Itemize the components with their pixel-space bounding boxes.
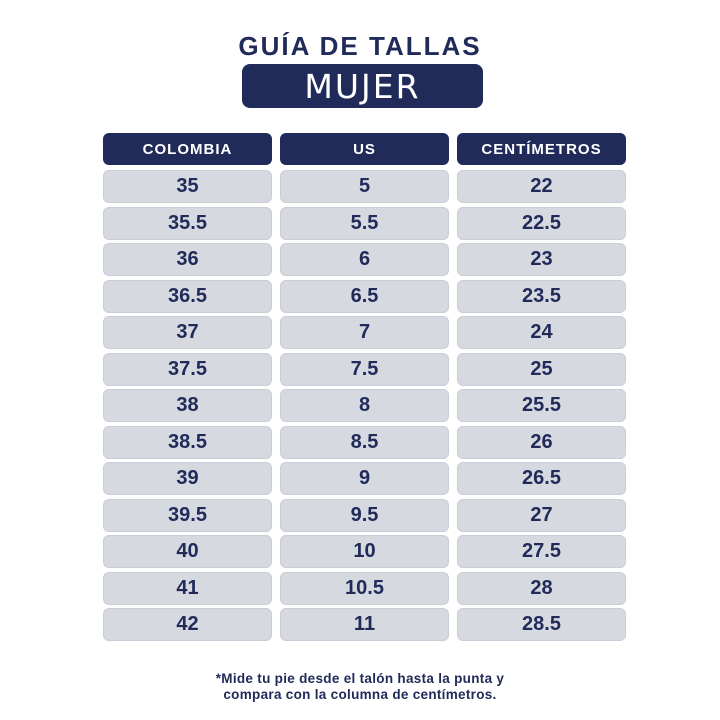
table-cell: 6.5 <box>280 280 449 313</box>
table-cell: 8.5 <box>280 426 449 459</box>
table-cell: 38 <box>103 389 272 422</box>
table-row <box>103 207 626 240</box>
table-row <box>103 462 626 495</box>
table-row <box>103 243 626 276</box>
table-cell: 23.5 <box>457 280 626 313</box>
column-header-us: US <box>280 133 449 165</box>
table-cell: 39.5 <box>103 499 272 532</box>
table-cell: 35 <box>103 170 272 203</box>
table-cell: 37.5 <box>103 353 272 386</box>
table-cell: 6 <box>280 243 449 276</box>
table-cell: 26.5 <box>457 462 626 495</box>
table-cell: 36.5 <box>103 280 272 313</box>
table-cell: 41 <box>103 572 272 605</box>
table-cell: 10.5 <box>280 572 449 605</box>
table-row <box>103 426 626 459</box>
table-cell: 25.5 <box>457 389 626 422</box>
footnote <box>0 671 720 702</box>
table-header-row <box>103 133 626 165</box>
footnote-line2: compara con la columna de centímetros. <box>223 686 497 702</box>
table-row <box>103 535 626 568</box>
table-row <box>103 316 626 349</box>
table-cell: 26 <box>457 426 626 459</box>
table-cell: 9 <box>280 462 449 495</box>
gender-badge-label: MUJER <box>304 66 421 106</box>
table-cell: 10 <box>280 535 449 568</box>
table-row <box>103 499 626 532</box>
table-cell: 8 <box>280 389 449 422</box>
table-row <box>103 170 626 203</box>
table-cell: 28 <box>457 572 626 605</box>
table-cell: 28.5 <box>457 608 626 641</box>
table-cell: 40 <box>103 535 272 568</box>
table-cell: 9.5 <box>280 499 449 532</box>
table-cell: 38.5 <box>103 426 272 459</box>
table-body <box>103 170 626 641</box>
table-cell: 35.5 <box>103 207 272 240</box>
table-cell: 37 <box>103 316 272 349</box>
table-row <box>103 389 626 422</box>
gender-badge <box>242 64 483 108</box>
table-cell: 36 <box>103 243 272 276</box>
column-header-colombia: COLOMBIA <box>103 133 272 165</box>
table-cell: 5 <box>280 170 449 203</box>
table-cell: 7.5 <box>280 353 449 386</box>
table-cell: 42 <box>103 608 272 641</box>
table-cell: 23 <box>457 243 626 276</box>
table-row <box>103 280 626 313</box>
column-header-centimetros: CENTÍMETROS <box>457 133 626 165</box>
table-cell: 27 <box>457 499 626 532</box>
table-cell: 22.5 <box>457 207 626 240</box>
size-table <box>103 133 626 641</box>
table-row <box>103 353 626 386</box>
table-cell: 27.5 <box>457 535 626 568</box>
table-cell: 39 <box>103 462 272 495</box>
table-cell: 22 <box>457 170 626 203</box>
table-cell: 11 <box>280 608 449 641</box>
table-cell: 5.5 <box>280 207 449 240</box>
table-cell: 7 <box>280 316 449 349</box>
table-row <box>103 608 626 641</box>
footnote-line1: *Mide tu pie desde el talón hasta la punta y <box>215 671 505 686</box>
table-cell: 25 <box>457 353 626 386</box>
table-cell: 24 <box>457 316 626 349</box>
page-title: GUÍA DE TALLAS <box>238 31 482 61</box>
table-row <box>103 572 626 605</box>
